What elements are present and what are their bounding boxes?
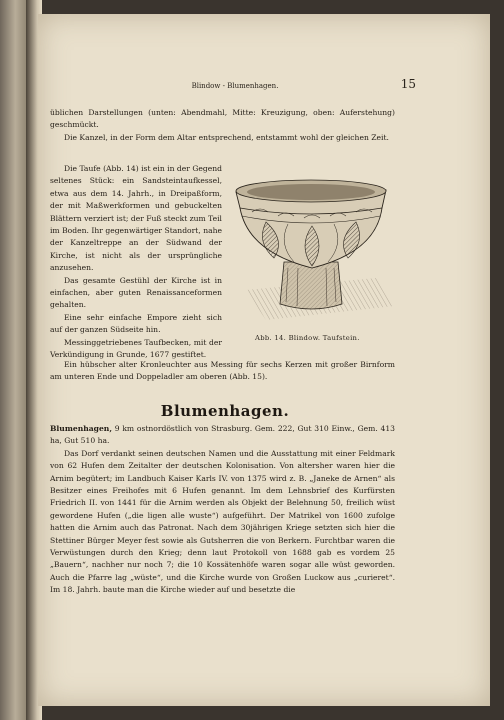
- paragraph-kanzel: Die Kanzel, in der Form dem Altar entsprechend, entstammt wohl der gleichen Zeit.: [64, 132, 389, 142]
- paragraphs-top: [50, 107, 395, 144]
- baptismal-font-icon: [226, 172, 398, 322]
- page-number: 15: [400, 77, 416, 91]
- figure-caption: Abb. 14. Blindow. Taufstein.: [255, 334, 360, 342]
- paragraph-kronleuchter-text: Ein hübscher alter Kronleuchter aus Messing für sechs Kerzen mit großer Birnform am unteren Ende und Doppeladler am oberen (Abb. 15).: [50, 360, 395, 382]
- section-body: [50, 423, 395, 597]
- column-left: [50, 163, 222, 362]
- paragraph-history: Das Dorf verdankt seinen deutschen Namen und die Ausstattung mit einer Feldmark von 62 Hufen dem Zeitalter der deutschen Kolonisation. Von altersher waren hier die Arnim begütert; im Landbuch Kaiser Karls IV. von 1375 wird z. B. „Janeke de Arnen“ als Besitzer eines Freihofes mit 6 Hufen genannt. Im dem Lehnsbrief des Kurfürsten Friedrich II. von 1441 für die Arnim werden als Objekt der Belehnung 50, freilich wüst gewordene Hufen („die ligen alle wuste“) aufgeführt. Der Matrikel von 1600 zufolge hatten die Arnim auch das Patronat. Nach dem 30jährigen Kriege setzten sich hier die Stettiner Bürger Meyer fest sowie als Gutsherren die von Berkern. Furchtbar waren die Verwüstungen durch den Krieg; denn laut Protokoll von 1688 gab es vordem 25 „Bauern“, nachher nur noch 7; die 10 Kossätenhöfe waren sogar alle wüst geworden. Auch die Pfarre lag „wüste“, und die Kirche wurde von Großen Luckow aus „curieret“. Im 18. Jahrh. baute man die Kirche wieder auf und besetzte die: [50, 448, 395, 595]
- paragraph-altar-end: üblichen Darstellungen (unten: Abendmahl, Mitte: Kreuzigung, oben: Auferstehung) geschmückt.: [50, 108, 395, 130]
- paragraph-taufbecken: Messinggetriebenes Taufbecken, mit der Verkündigung in Grunde, 1677 gestiftet.: [50, 337, 222, 360]
- section-lead: [50, 423, 395, 448]
- paragraph-kronleuchter: [50, 359, 395, 384]
- previous-page-edge: [0, 0, 28, 720]
- baptismal-font-illustration: [226, 172, 398, 322]
- section-title: Blumenhagen.: [160, 402, 290, 420]
- paragraph-empore: Eine sehr einfache Empore zieht sich auf der ganzen Südseite hin.: [50, 312, 222, 335]
- paragraph-gestuehl: Das gesamte Gestühl der Kirche ist in einfachen, aber guten Renaissanceformen gehalten.: [50, 275, 222, 310]
- place-facts: 9 km ostnordöstlich von Strasburg. Gem. 222, Gut 310 Einw., Gem. 413 ha, Gut 510 ha.: [50, 424, 395, 446]
- place-name: Blumenhagen,: [50, 424, 112, 433]
- running-title: Blindow - Blumenhagen.: [191, 82, 279, 90]
- paragraph-taufe: Die Taufe (Abb. 14) ist ein in der Gegend seltenes Stück: ein Sandsteintaufkessel, etwa aus dem 14. Jahrh., in Dreipaßform, der mit Maßwerkformen und gebuckelten Blättern verziert ist; der Fuß steckt zum Teil im Boden. Ihr gegenwärtiger Standort, nahe der Kanzeltreppe an der Südwand der Kirche, ist nicht als der ursprüngliche anzusehen.: [50, 164, 222, 273]
